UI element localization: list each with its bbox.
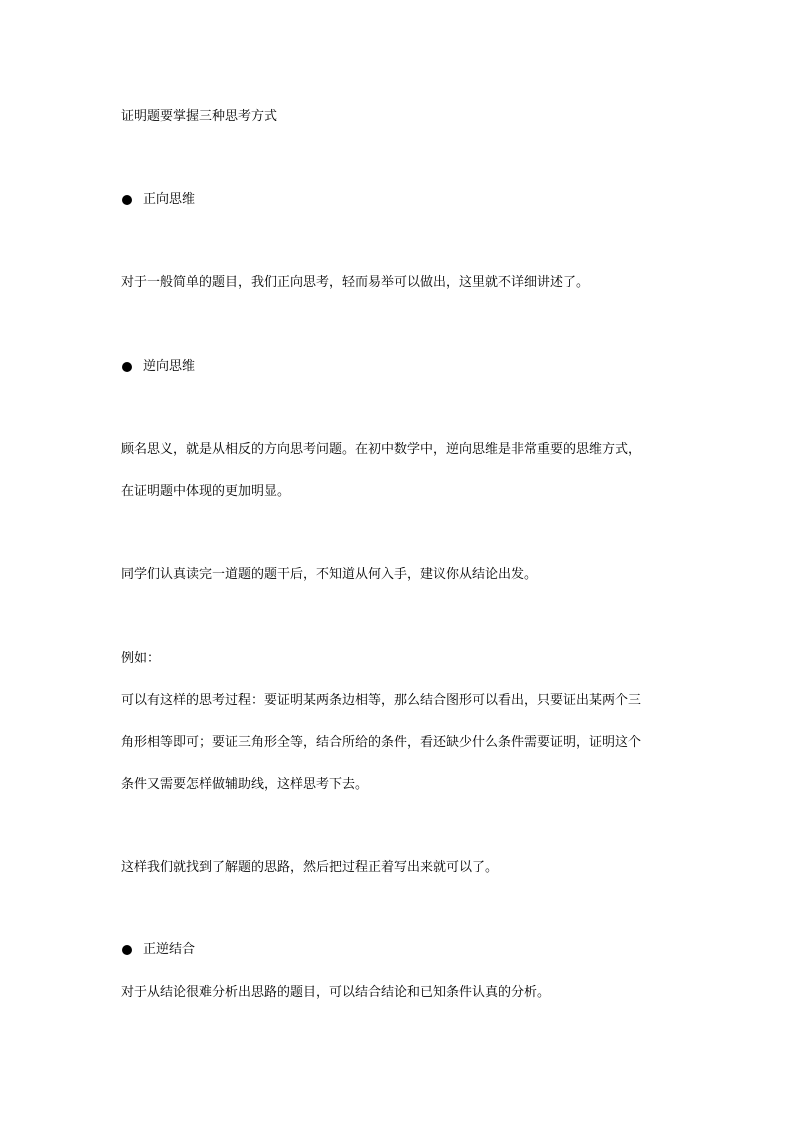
bullet-icon	[122, 945, 132, 955]
bullet-icon	[122, 362, 132, 372]
example-line-3: 条件又需要怎样做辅助线，这样思考下去。	[121, 777, 369, 792]
forward-paragraph: 对于一般简单的题目，我们正向思考，轻而易举可以做出，这里就不详细讲述了。	[121, 275, 590, 290]
document-title: 证明题要掌握三种思考方式	[121, 109, 278, 124]
heading-forward-label: 正向思维	[143, 192, 196, 207]
reverse-paragraph-2: 同学们认真读完一道题的题干后，不知道从何入手，建议你从结论出发。	[121, 567, 538, 582]
heading-reverse-thinking	[121, 358, 195, 376]
example-line-1: 可以有这样的思考过程：要证明某两条边相等，那么结合图形可以看出，只要证出某两个三	[121, 693, 642, 708]
bullet-icon	[122, 195, 132, 205]
heading-combined-thinking	[121, 941, 195, 959]
reverse-paragraph-line-1: 顾名思义，就是从相反的方向思考问题。在初中数学中，逆向思维是非常重要的思维方式，	[121, 442, 642, 457]
heading-forward-thinking	[121, 191, 195, 209]
example-label: 例如：	[121, 651, 161, 666]
reverse-paragraph-3: 这样我们就找到了解题的思路，然后把过程正着写出来就可以了。	[121, 860, 499, 875]
heading-combined-label: 正逆结合	[143, 942, 196, 957]
combined-paragraph: 对于从结论很难分析出思路的题目，可以结合结论和已知条件认真的分析。	[121, 985, 551, 1000]
reverse-paragraph-line-2: 在证明题中体现的更加明显。	[121, 484, 291, 499]
example-line-2: 角形相等即可；要证三角形全等，结合所给的条件，看还缺少什么条件需要证明，证明这个	[121, 735, 642, 750]
heading-reverse-label: 逆向思维	[143, 359, 196, 374]
